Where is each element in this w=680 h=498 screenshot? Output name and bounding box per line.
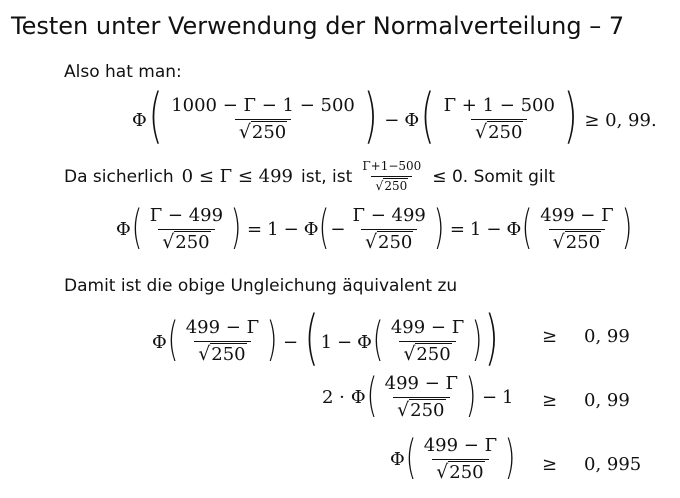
- aligned-row-2: 2 · Φ ( $\frac{499 - \Gamma}{√250}$ ) − 1: [322, 367, 514, 422]
- rhs-value: 0, 995: [584, 454, 642, 475]
- relation-geq: ≥: [542, 326, 558, 347]
- slide-title: Testen unter Verwendung der Normalverteilung – 7: [11, 12, 625, 40]
- intro-text: Also hat man:: [64, 62, 182, 82]
- denominator: √250: [235, 119, 291, 144]
- phi-symbol: Φ: [404, 109, 420, 131]
- condition-line: Da sicherlich 0 ≤ Γ ≤ 499 ist, ist $\frac{\Gamma+1-500}{√250}$ ≤ 0. Somit gilt: [64, 159, 556, 193]
- symmetry-equation: Φ ( $\frac{\Gamma - 499}{√250}$ ) = 1 − Φ ( − $\frac{\Gamma - 499}{√250}$ ) = 1 − Φ ( $\frac{499 - \Gamma}{√250}$ ): [116, 199, 632, 254]
- fraction: [440, 96, 559, 143]
- rhs-value: 0, 99: [584, 326, 630, 347]
- equivalence-text: Damit ist die obige Ungleichung äquivalent zu: [64, 276, 458, 296]
- aligned-row-1: Φ ( $\frac{499 - \Gamma}{√250}$ ) − ( 1 − Φ ( $\frac{499 - \Gamma}{√250}$ ) ): [152, 303, 499, 373]
- fraction: [167, 96, 359, 143]
- aligned-row-3: Φ ( $\frac{499 - \Gamma}{√250}$ ): [390, 429, 516, 484]
- numerator: 1000 − Γ − 1 − 500: [171, 95, 355, 117]
- relation-geq: ≥: [542, 390, 558, 411]
- numerator: Γ + 1 − 500: [443, 95, 555, 117]
- inequality-1: Φ ( $\frac{1000 - \Gamma - 1 - 500}{√250}$ ) − Φ ( $\frac{\Gamma + 1 - 500}{√250}$ ) ≥ 0, 99.: [132, 81, 657, 151]
- inline-fraction: $\frac{\Gamma+1-500}{√250}$: [362, 159, 422, 193]
- phi-symbol: Φ: [132, 109, 147, 131]
- relation-geq: ≥: [542, 454, 558, 475]
- denominator: √250: [471, 119, 527, 144]
- rhs-value: 0, 99: [584, 390, 630, 411]
